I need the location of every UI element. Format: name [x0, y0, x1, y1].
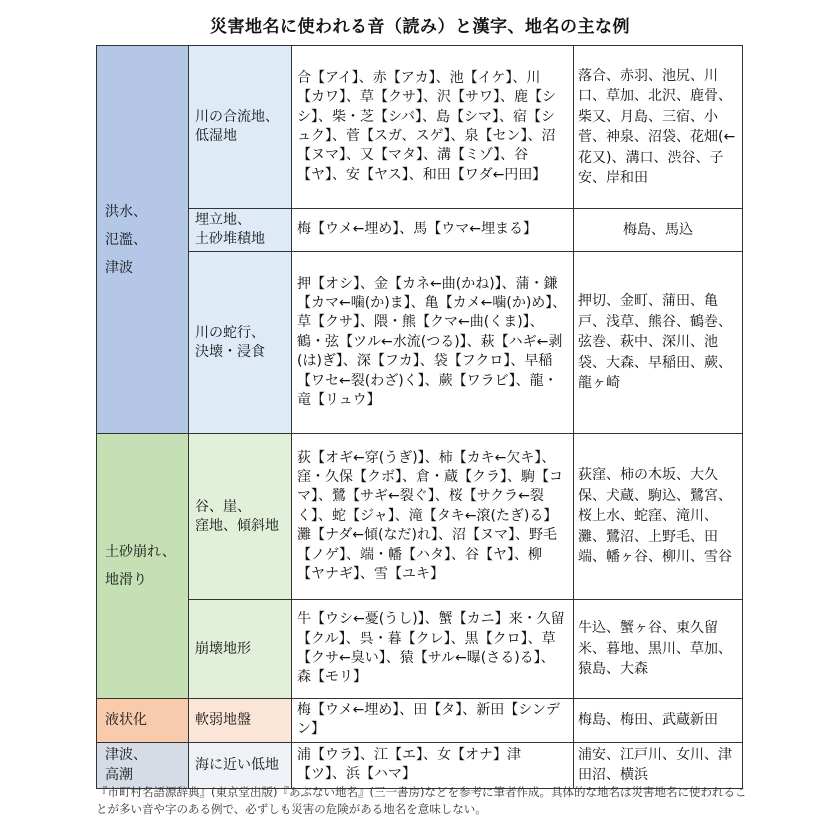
terrain-cell [189, 742, 292, 788]
category-cell-tsunami [97, 742, 189, 788]
category-label-line: 氾濫、 [105, 231, 147, 248]
table-row [97, 209, 743, 252]
table-row [97, 46, 743, 209]
terrain-label-line: 窪地、傾斜地 [195, 517, 279, 534]
terrain-label-line: 谷、崖、 [195, 498, 251, 515]
footnote: 『市町村名語源辞典』(東京堂出版)『あぶない地名』(三一書房)などを参考に筆者作成。具体的な地名は災害地名に使われることが多い音や字のある例で、必ずしも災害の危険がある地名を意味しない。 [96, 785, 747, 816]
terrain-label-line: 軟弱地盤 [195, 711, 251, 728]
table-row [97, 600, 743, 699]
place-examples-cell: 荻窪、柿の木坂、大久保、犬蔵、駒込、鷺宮、桜上水、蛇窪、滝川、灘、鷺沼、上野毛、田端、幡ヶ谷、柳川、雪谷 [574, 434, 743, 600]
category-label-line: 津波、 [105, 747, 147, 764]
terrain-cell [189, 600, 292, 699]
place-examples-cell: 浦安、江戸川、女川、津田沼、横浜 [574, 742, 743, 788]
category-cell-landslide [97, 434, 189, 699]
kanji-reading-cell: 押【オシ】、金【カネ←曲(かね)】、蒲・鎌【カマ←噛(か)ま】、亀【カメ←噛(か)め】、草【クサ】、隈・熊【クマ←曲(くま)】、鶴・弦【ツル←水流(つる)】、萩【ハギ←剥(は)ぎ】、深【フカ】、袋【フクロ】、早稲【ワセ←裂(わざ)く】、蕨【ワラビ】、龍・竜【リュウ】 [292, 252, 574, 434]
category-label-line: 津波 [105, 259, 133, 276]
place-examples-cell: 梅島、馬込 [574, 209, 743, 252]
table-row [97, 742, 743, 788]
kanji-reading-cell: 合【アイ】、赤【アカ】、池【イケ】、川【カワ】、草【クサ】、沢【サワ】、鹿【シシ】、柴・芝【シバ】、島【シマ】、宿【シュク】、菅【スガ、スゲ】、泉【セン】、沼【ヌマ】、又【マタ】、溝【ミゾ】、谷【ヤ】、安【ヤス】、和田【ワダ←円田】 [292, 46, 574, 209]
terrain-cell [189, 46, 292, 209]
disaster-place-name-table [96, 45, 743, 789]
table-row [97, 252, 743, 434]
terrain-label-line: 川の蛇行、 [195, 324, 265, 341]
terrain-cell [189, 209, 292, 252]
kanji-reading-cell: 牛【ウシ←憂(うし)】、蟹【カニ】来・久留【クル】、呉・暮【クレ】、黒【クロ】、草【クサ←臭い】、猿【サル←曝(さる)る】、森【モリ】 [292, 600, 574, 699]
terrain-label-line: 埋立地、 [195, 212, 251, 228]
category-label-line: 土砂崩れ、 [105, 544, 176, 560]
terrain-label-line: 川の合流地、 [195, 109, 279, 125]
terrain-cell [189, 434, 292, 600]
terrain-label-line: 海に近い低地 [195, 756, 279, 773]
kanji-reading-cell: 荻【オギ←穿(うぎ)】、柿【カキ←欠キ】、窪・久保【クボ】、倉・蔵【クラ】、駒【コマ】、鷺【サギ←裂ぐ】、桜【サクラ←裂く】、蛇【ジャ】、滝【タキ←滾(たぎ)る】灘【ナダ←傾(なだ)れ】、沼【ヌマ】、野毛【ノゲ】、端・幡【ハタ】、谷【ヤ】、柳【ヤナギ】、雪【ユキ】 [292, 434, 574, 600]
terrain-label-line: 土砂堆積地 [195, 231, 265, 247]
kanji-reading-cell: 梅【ウメ←埋め】、馬【ウマ←埋まる】 [292, 209, 574, 252]
terrain-cell [189, 699, 292, 743]
place-examples-cell: 押切、金町、蒲田、亀戸、浅草、熊谷、鶴巻、弦巻、萩中、深川、池袋、大森、早稲田、蕨、龍ヶ崎 [574, 252, 743, 434]
category-label-line: 洪水、 [105, 203, 147, 220]
category-label-line: 地滑り [105, 572, 147, 588]
category-cell-liquefaction [97, 699, 189, 743]
kanji-reading-cell: 梅【ウメ←埋め】、田【タ】、新田【シンデン】 [292, 699, 574, 743]
place-examples-cell: 牛込、蟹ヶ谷、東久留米、暮地、黒川、草加、猿島、大森 [574, 600, 743, 699]
place-examples-cell: 梅島、梅田、武蔵新田 [574, 699, 743, 743]
place-examples-cell: 落合、赤羽、池尻、川口、草加、北沢、鹿骨、柴又、月島、三宿、小菅、神泉、沼袋、花畑(←花又)、溝口、渋谷、子安、岸和田 [574, 46, 743, 209]
category-label-line: 液状化 [105, 712, 147, 729]
category-cell-flood [97, 46, 189, 434]
page-title: 災害地名に使われる音（読み）と漢字、地名の主な例 [210, 17, 630, 37]
terrain-label-line: 低湿地 [195, 128, 237, 144]
terrain-cell [189, 252, 292, 434]
category-label-line: 高潮 [105, 767, 133, 784]
terrain-label-line: 崩壊地形 [195, 640, 251, 657]
table-row [97, 699, 743, 743]
table-row [97, 434, 743, 600]
terrain-label-line: 決壊・浸食 [195, 343, 265, 360]
kanji-reading-cell: 浦【ウラ】、江【エ】、女【オナ】津【ツ】、浜【ハマ】 [292, 742, 574, 788]
